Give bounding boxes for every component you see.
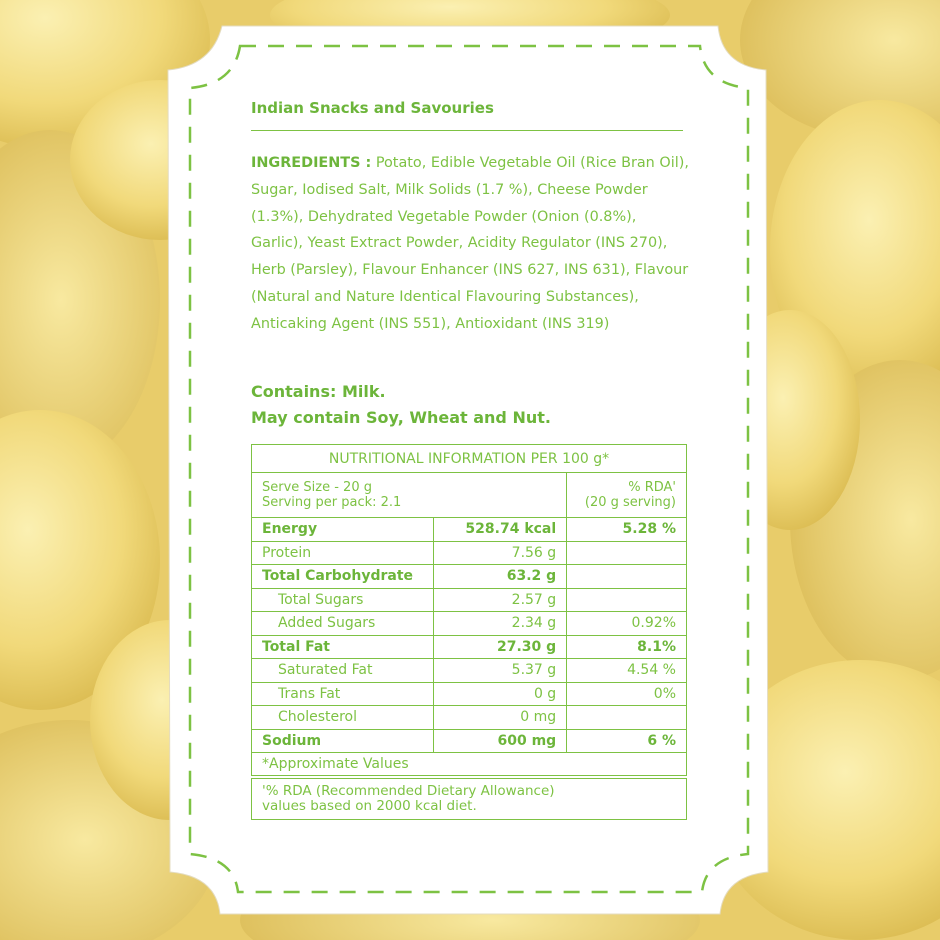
serve-size: Serve Size - 20 g xyxy=(262,480,372,495)
footnote-line2: values based on 2000 kcal diet. xyxy=(262,798,477,814)
nutrient-value: 63.2 g xyxy=(433,565,566,589)
footnote-line1: '% RDA (Recommended Dietary Allowance) xyxy=(262,783,555,799)
table-row xyxy=(252,682,687,706)
allergen-may-contain: May contain Soy, Wheat and Nut. xyxy=(251,408,551,427)
serving-row xyxy=(252,473,687,518)
table-row xyxy=(252,612,687,636)
ingredients-text: Potato, Edible Vegetable Oil (Rice Bran Oil), Sugar, Iodised Salt, Milk Solids (1.7 %), Cheese Powder (1.3%), Dehydrated Vegetable Powder (Onion (0.8%), Garlic), Yeast Extract Powder, Acidity Regulator (INS 270), Herb (Parsley), Flavour Enhancer (INS 627, INS 631), Flavour (Natural and Nature Identical Flavouring Substances), Anticaking Agent (INS 551), Antioxidant (INS 319) xyxy=(251,155,689,332)
nutrient-name: Energy xyxy=(252,518,434,542)
approx-note: *Approximate Values xyxy=(252,753,687,776)
nutrient-value: 7.56 g xyxy=(433,541,566,565)
servings-per-pack: Serving per pack: 2.1 xyxy=(262,495,402,510)
nutrient-value: 2.34 g xyxy=(433,612,566,636)
nutrient-rda xyxy=(567,588,687,612)
nutrient-name: Added Sugars xyxy=(252,612,434,636)
nutrient-value: 0 mg xyxy=(433,706,566,730)
table-row xyxy=(252,659,687,683)
nutrient-value: 600 mg xyxy=(433,729,566,753)
nutrient-value: 528.74 kcal xyxy=(433,518,566,542)
nutrition-table xyxy=(251,444,687,820)
nutrient-rda: 8.1% xyxy=(567,635,687,659)
nutrient-name: Trans Fat xyxy=(252,682,434,706)
nutrient-name: Total Fat xyxy=(252,635,434,659)
ingredients-block xyxy=(251,150,691,338)
nutrient-rda xyxy=(567,541,687,565)
allergen-block xyxy=(251,379,691,431)
table-row xyxy=(252,565,687,589)
nutrient-value: 5.37 g xyxy=(433,659,566,683)
nutrient-value: 27.30 g xyxy=(433,635,566,659)
table-row xyxy=(252,706,687,730)
nutrient-name: Protein xyxy=(252,541,434,565)
nutrient-name: Saturated Fat xyxy=(252,659,434,683)
nutrient-rda xyxy=(567,565,687,589)
nutrient-rda: 0% xyxy=(567,682,687,706)
nutrient-name: Sodium xyxy=(252,729,434,753)
table-row xyxy=(252,518,687,542)
table-row xyxy=(252,635,687,659)
nutrient-rda xyxy=(567,706,687,730)
nutrition-title-row xyxy=(252,445,687,473)
nutrient-rda: 4.54 % xyxy=(567,659,687,683)
ingredients-label: INGREDIENTS : xyxy=(251,155,372,171)
nutrient-value: 0 g xyxy=(433,682,566,706)
rda-header xyxy=(567,473,687,518)
brand-title: Indian Snacks and Savouries xyxy=(251,99,494,117)
divider xyxy=(251,130,683,131)
serving-info xyxy=(252,473,567,518)
approx-note-row xyxy=(252,753,687,776)
table-row xyxy=(252,541,687,565)
allergen-contains: Contains: Milk. xyxy=(251,382,386,401)
nutrient-rda: 6 % xyxy=(567,729,687,753)
rda-footnote xyxy=(252,779,687,820)
table-row xyxy=(252,729,687,753)
nutrient-name: Total Carbohydrate xyxy=(252,565,434,589)
nutrient-value: 2.57 g xyxy=(433,588,566,612)
nutrition-title: NUTRITIONAL INFORMATION PER 100 g* xyxy=(252,445,687,473)
nutrient-rda: 0.92% xyxy=(567,612,687,636)
rda-header-line2: (20 g serving) xyxy=(584,495,676,510)
table-row xyxy=(252,588,687,612)
rda-header-line1: % RDA' xyxy=(628,480,676,495)
nutrient-name: Cholesterol xyxy=(252,706,434,730)
footnote-row xyxy=(252,779,687,820)
nutrient-name: Total Sugars xyxy=(252,588,434,612)
nutrient-rda: 5.28 % xyxy=(567,518,687,542)
